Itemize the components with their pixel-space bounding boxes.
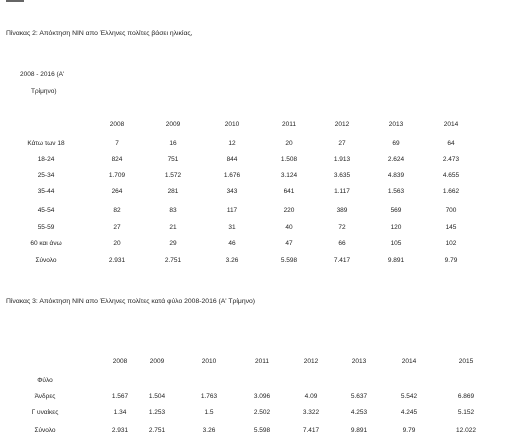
table2-cell: 9.79 xyxy=(444,257,458,264)
table2-cell: 27 xyxy=(113,224,121,231)
table3-header-label: Φύλο xyxy=(37,377,53,384)
table2-cell: 2.751 xyxy=(164,257,182,264)
table2-cell: 3.124 xyxy=(280,172,298,179)
table3-cell: 1.34 xyxy=(113,409,127,416)
table2-cell: 66 xyxy=(338,240,346,247)
table2-year-header: 2012 xyxy=(334,121,350,128)
table2-cell: 7 xyxy=(115,140,119,147)
table2-cell: 82 xyxy=(113,207,121,214)
table2-cell: 20 xyxy=(285,140,293,147)
table2-row-label: Κάτω των 18 xyxy=(27,140,65,147)
table3-year-header: 2013 xyxy=(351,358,367,365)
table3-row-label: Άνδρες xyxy=(34,393,56,400)
table3-cell: 9.79 xyxy=(402,427,416,434)
table2-cell: 117 xyxy=(226,207,238,214)
table2-cell: 46 xyxy=(228,240,236,247)
table2-cell: 2.624 xyxy=(387,156,405,163)
table2-year-header: 2013 xyxy=(388,121,404,128)
table2-period-line1: 2008 - 2016 (Α' xyxy=(20,71,65,78)
table2-cell: 1.563 xyxy=(387,188,405,195)
table2-cell: 281 xyxy=(167,188,179,195)
table3-cell: 5.598 xyxy=(253,427,271,434)
table2-row-label: 25-34 xyxy=(37,172,55,179)
table2-cell: 220 xyxy=(283,207,295,214)
table3-cell: 4.253 xyxy=(350,409,368,416)
table2-year-header: 2010 xyxy=(224,121,240,128)
table3-cell: 9.891 xyxy=(350,427,368,434)
table2-cell: 40 xyxy=(285,224,293,231)
table2-period-line2: Τρίμηνο) xyxy=(31,88,57,95)
table2-cell: 389 xyxy=(336,207,348,214)
table3-cell: 2.502 xyxy=(253,409,271,416)
table2-row-label: 18-24 xyxy=(37,156,55,163)
table2-cell: 1.662 xyxy=(442,188,460,195)
table2-cell: 69 xyxy=(392,140,400,147)
table3-cell: 1.763 xyxy=(200,393,218,400)
table2-cell: 1.508 xyxy=(280,156,298,163)
table3-year-header: 2014 xyxy=(401,358,417,365)
table3-year-header: 2008 xyxy=(112,358,128,365)
table3-cell: 3.26 xyxy=(202,427,216,434)
table3-cell: 6.869 xyxy=(457,393,475,400)
table2-cell: 31 xyxy=(228,224,236,231)
table2-cell: 12 xyxy=(228,140,236,147)
table2-cell: 47 xyxy=(285,240,293,247)
page-top-mark xyxy=(6,0,24,2)
table2-cell: 1.913 xyxy=(333,156,351,163)
table2-year-header: 2011 xyxy=(282,121,296,128)
table2-cell: 569 xyxy=(390,207,402,214)
table3-cell: 12.022 xyxy=(456,427,476,434)
table3-cell: 5.637 xyxy=(350,393,368,400)
table3-cell: 2.751 xyxy=(148,427,166,434)
table3-cell: 1.5 xyxy=(204,409,214,416)
table2-cell: 102 xyxy=(445,240,457,247)
table2-cell: 72 xyxy=(338,224,346,231)
table2-cell: 1.117 xyxy=(334,188,350,195)
table3-cell: 1.253 xyxy=(148,409,166,416)
table2-year-header: 2009 xyxy=(165,121,181,128)
table2-row-label: 35-44 xyxy=(37,188,55,195)
table3-cell: 5.152 xyxy=(457,409,475,416)
table2-cell: 4.839 xyxy=(387,172,405,179)
table3-cell: 4.245 xyxy=(400,409,418,416)
table3-cell: 1.504 xyxy=(148,393,166,400)
table2-cell: 105 xyxy=(390,240,402,247)
table3-year-header: 2012 xyxy=(303,358,319,365)
table2-cell: 2.931 xyxy=(108,257,126,264)
table2-cell: 844 xyxy=(226,156,238,163)
table2-cell: 264 xyxy=(111,188,123,195)
table2-cell: 700 xyxy=(445,207,457,214)
table2-caption: Πίνακας 2: Απόκτηση ΝΙΝ απο Έλληνες πολίτες βάσει ηλικίας, xyxy=(6,30,193,37)
table3-cell: 2.931 xyxy=(111,427,129,434)
table2-cell: 83 xyxy=(169,207,177,214)
table2-cell: 1.676 xyxy=(223,172,241,179)
table2-cell: 64 xyxy=(447,140,455,147)
table2-year-header: 2008 xyxy=(109,121,125,128)
table2-year-header: 2014 xyxy=(443,121,459,128)
table2-cell: 751 xyxy=(167,156,179,163)
table3-cell: 3.096 xyxy=(253,393,271,400)
table2-cell: 343 xyxy=(226,188,238,195)
table2-cell: 3.635 xyxy=(333,172,351,179)
table2-cell: 16 xyxy=(169,140,177,147)
table3-cell: 3.322 xyxy=(302,409,320,416)
table2-cell: 641 xyxy=(283,188,295,195)
table3-cell: 5.542 xyxy=(400,393,418,400)
table2-cell: 2.473 xyxy=(442,156,460,163)
table3-row-label: Γ υναίκες xyxy=(31,409,59,416)
table2-cell: 7.417 xyxy=(333,257,351,264)
table2-cell: 824 xyxy=(111,156,123,163)
table2-cell: 9.891 xyxy=(387,257,405,264)
table3-row-label: Σύνολο xyxy=(34,427,56,434)
table3-cell: 1.567 xyxy=(111,393,129,400)
table2-row-label: Σύνολο xyxy=(35,257,57,264)
table2-cell: 3.26 xyxy=(225,257,239,264)
table2-cell: 1.572 xyxy=(164,172,182,179)
table2-cell: 1.709 xyxy=(108,172,126,179)
table2-cell: 145 xyxy=(445,224,457,231)
table2-cell: 120 xyxy=(390,224,402,231)
table2-cell: 21 xyxy=(169,224,177,231)
table3-year-header: 2011 xyxy=(255,358,269,365)
table3-year-header: 2015 xyxy=(458,358,474,365)
table2-cell: 27 xyxy=(338,140,346,147)
table2-row-label: 55-59 xyxy=(37,224,55,231)
table2-row-label: 45-54 xyxy=(37,207,55,214)
table2-cell: 4.655 xyxy=(442,172,460,179)
table2-row-label: 60 και άνω xyxy=(30,240,62,247)
table2-cell: 29 xyxy=(169,240,177,247)
table3-year-header: 2010 xyxy=(201,358,217,365)
table3-year-header: 2009 xyxy=(149,358,165,365)
table2-cell: 5.598 xyxy=(280,257,298,264)
table3-cell: 7.417 xyxy=(302,427,320,434)
table2-cell: 20 xyxy=(113,240,121,247)
table3-cell: 4.09 xyxy=(304,393,318,400)
table3-caption: Πίνακας 3: Απόκτηση ΝΙΝ απο Έλληνες πολίτες κατά φύλο 2008-2016 (Α' Τρίμηνο) xyxy=(6,298,256,305)
